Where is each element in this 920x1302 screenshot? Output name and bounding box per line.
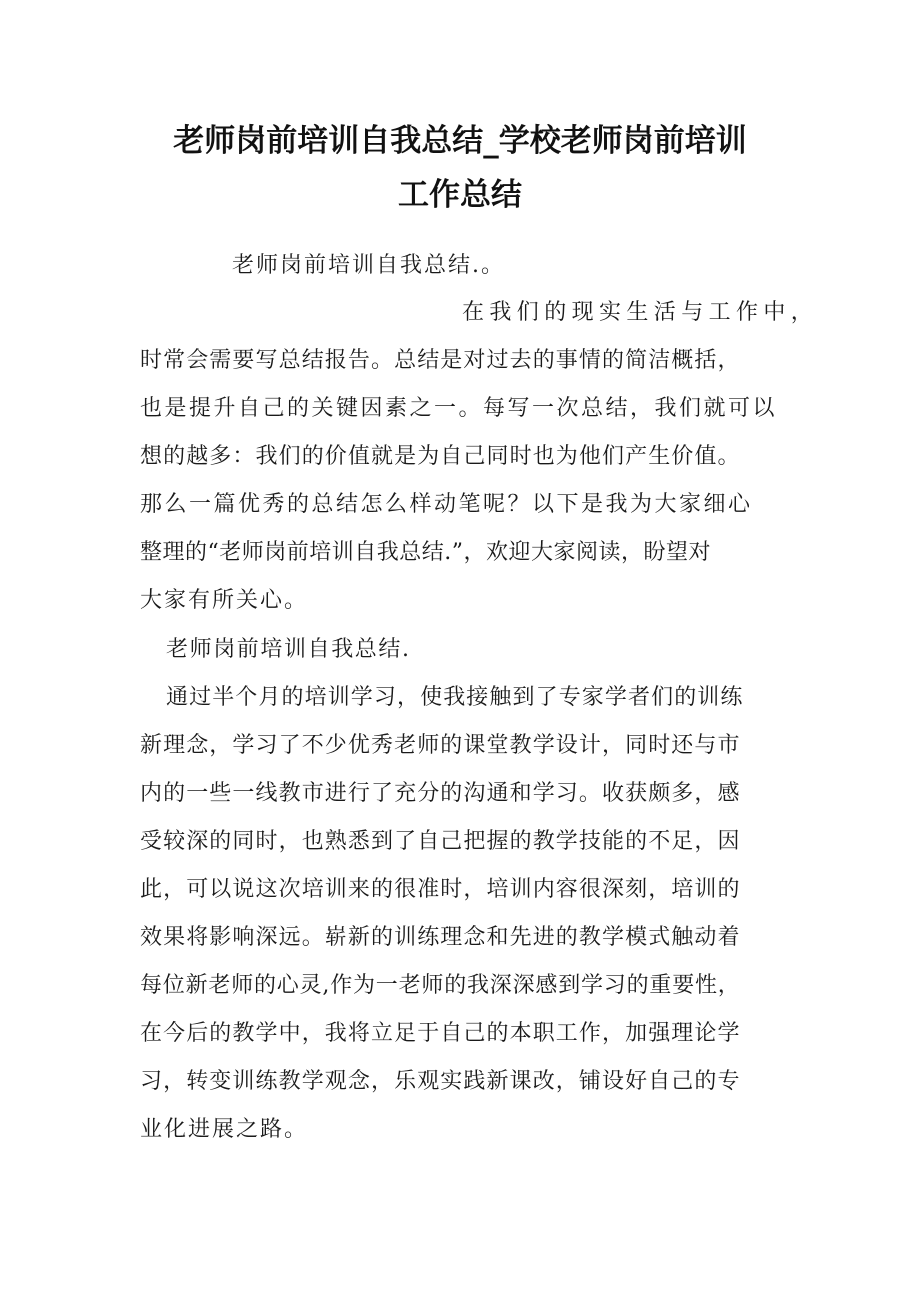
body-line: 习，转变训练教学观念，乐观实践新课改，铺设好自己的专 bbox=[140, 1069, 741, 1094]
document-title bbox=[140, 114, 780, 222]
intro-line: 想的越多：我们的价值就是为自己同时也为他们产生价值。 bbox=[140, 444, 741, 469]
intro-line: 整理的“老师岗前培训自我总结.”，欢迎大家阅读，盼望对 bbox=[140, 540, 711, 565]
body-line: 新理念，学习了不少优秀老师的课堂教学设计，同时还与市 bbox=[140, 733, 741, 758]
body-line: 内的一些一线教市进行了充分的沟通和学习。收获颇多，感 bbox=[140, 781, 741, 806]
subtitle: 老师岗前培训自我总结.。 bbox=[232, 253, 505, 278]
body-line: 受较深的同时，也熟悉到了自己把握的教学技能的不足，因 bbox=[140, 829, 741, 854]
intro-line: 也是提升自己的关键因素之一。每写一次总结，我们就可以 bbox=[140, 396, 778, 421]
section-heading: 老师岗前培训自我总结. bbox=[166, 637, 411, 662]
intro-line: 在我们的现实生活与工作中， bbox=[462, 300, 819, 325]
body-line: 效果将影响深远。崭新的训练理念和先进的教学模式触动着 bbox=[140, 925, 741, 950]
intro-line: 那么一篇优秀的总结怎么样动笔呢？以下是我为大家细心 bbox=[140, 492, 753, 517]
body-line: 在今后的教学中，我将立足于自己的本职工作，加强理论学 bbox=[140, 1021, 741, 1046]
body-line: 通过半个月的培训学习，使我接触到了专家学者们的训练 bbox=[166, 685, 744, 710]
intro-line: 时常会需要写总结报告。总结是对过去的事情的简洁概括， bbox=[140, 348, 741, 373]
body-line: 业化进展之路。 bbox=[140, 1117, 309, 1142]
body-line: 每位新老师的心灵,作为一老师的我深深感到学习的重要性， bbox=[140, 973, 741, 998]
title-line: 老师岗前培训自我总结_学校老师岗前培训 bbox=[173, 123, 747, 159]
title-line: 工作总结 bbox=[398, 177, 522, 213]
body-line: 此，可以说这次培训来的很准时，培训内容很深刻，培训的 bbox=[140, 877, 741, 902]
intro-line: 大家有所关心。 bbox=[140, 588, 309, 613]
